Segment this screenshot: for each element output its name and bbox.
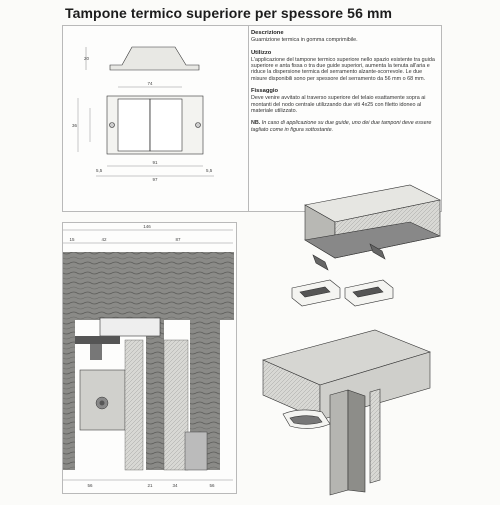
isometric-rail-drawing (292, 185, 440, 306)
dim-5-5-left: 5,5 (96, 168, 103, 173)
dim-20: 20 (84, 56, 90, 61)
fissaggio-heading: Fissaggio (251, 88, 279, 95)
isometric-corner-drawing (263, 330, 430, 495)
nb-label: NB. (251, 120, 261, 127)
dim-146: 146 (143, 224, 151, 229)
page-title: Tampone termico superiore per spessore 56 mm (65, 5, 393, 21)
dim-42: 42 (101, 237, 107, 242)
dim-87: 87 (175, 237, 181, 242)
utilizzo-heading: Utilizzo (251, 49, 272, 56)
nb-body: In caso di applicazione su due guide, uno dei due tamponi deve essere tagliato come in figura sottostante. (251, 120, 432, 133)
top-view-drawing (78, 47, 214, 176)
fissaggio-body: Deve venire avvitato al traverso superiore del telaio esattamente sopra ai montanti del nodo centrale utilizzando due viti 4x25 con filetto idoneo al materiale utilizzato. (251, 95, 426, 114)
utilizzo-body: L'applicazione del tampone termico superiore nello spazio esistente tra guida superiore e anta fissa o tra due guide superiori, aumenta la tenuta all'aria e riduce la dispersione termica del serramento alzante-scorrevole. Le due misure disponibili sono per spessore del serramento da 56 mm o 68 mm. (251, 56, 435, 82)
descrizione-body: Guarnizione termica in gomma comprimibile. (251, 37, 358, 44)
dim-34: 34 (172, 483, 178, 488)
dim-56-left: 56 (87, 483, 93, 488)
dim-97: 97 (152, 177, 158, 182)
dim-5-5-right: 5,5 (206, 168, 213, 173)
dim-36: 36 (72, 123, 78, 128)
dim-56-right: 56 (209, 483, 215, 488)
dim-91: 91 (152, 160, 158, 165)
dim-74: 74 (147, 81, 153, 86)
dim-21: 21 (147, 483, 153, 488)
section-drawing (63, 230, 234, 480)
dim-15: 15 (69, 237, 75, 242)
descrizione-heading: Descrizione (251, 30, 284, 36)
